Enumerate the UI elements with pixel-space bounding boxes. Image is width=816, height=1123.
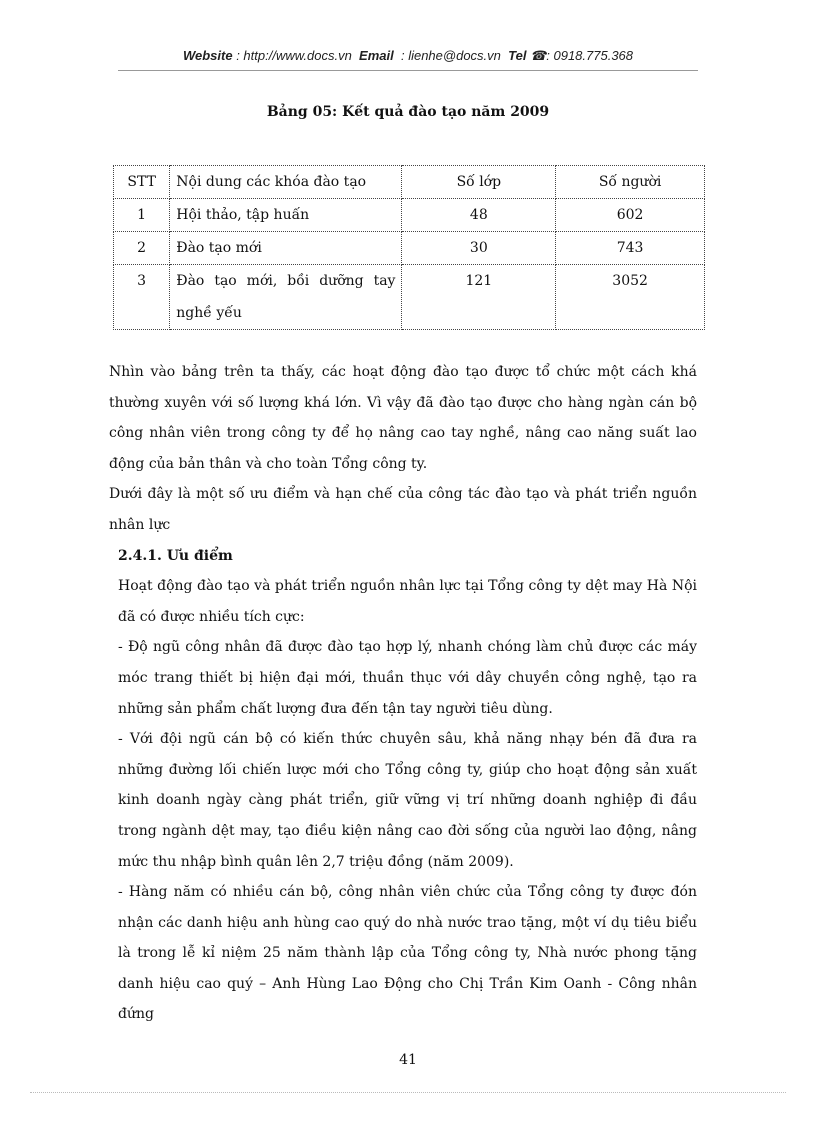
cell-classes: 30 bbox=[402, 232, 556, 265]
paragraph-intro-list: Dưới đây là một số ưu điểm và hạn chế của công tác đào tạo và phát triển nguồn nhân lực bbox=[109, 486, 697, 533]
section-paragraph: Hoạt động đào tạo và phát triển nguồn nhân lực tại Tổng công ty dệt may Hà Nội đã có được nhiều tích cực: bbox=[118, 578, 697, 625]
cell-stt: 2 bbox=[114, 232, 170, 265]
section-paragraph: - Hàng năm có nhiều cán bộ, công nhân viên chức của Tổng công ty được đón nhận các danh hiệu anh hùng cao quý do nhà nước trao tặng, một ví dụ tiêu biểu là trong lễ kỉ niệm 25 năm thành lập của Tổng công ty, Nhà nước phong tặng danh hiệu cao quý – Anh Hùng Lao Động cho Chị Trần Kim Oanh - Công nhân đứng bbox=[118, 884, 697, 1023]
website-label: Website bbox=[182, 48, 233, 63]
phone-icon: ☎ bbox=[530, 48, 547, 63]
header-rule bbox=[118, 70, 698, 71]
tel-label: Tel bbox=[508, 48, 527, 63]
cell-stt: 3 bbox=[114, 265, 170, 330]
tel-number: : 0918.775.368 bbox=[546, 48, 634, 63]
email-label: Email bbox=[359, 48, 394, 63]
table-row bbox=[114, 232, 705, 265]
cell-content: Đào tạo mới bbox=[170, 232, 402, 265]
training-results-table bbox=[113, 165, 705, 330]
header-cell-content: Nội dung các khóa đào tạo bbox=[170, 166, 402, 199]
section-paragraph: - Với đội ngũ cán bộ có kiến thức chuyên sâu, khả năng nhạy bén đã đưa ra những đường lối chiến lược mới cho Tổng công ty, giúp cho hoạt động sản xuất kinh doanh ngày càng phát triển, giữ vững vị trí những doanh nghiệp đi đầu trong ngành dệt may, tạo điều kiện nâng cao đời sống của người lao động, nâng mức thu nhập bình quân lên 2,7 triệu đồng (năm 2009). bbox=[118, 731, 697, 870]
footer-rule bbox=[30, 1092, 786, 1093]
cell-content: Đào tạo mới, bồi dưỡng tay nghề yếu bbox=[170, 265, 402, 330]
table-header-row bbox=[114, 166, 705, 199]
header-cell-stt: STT bbox=[114, 166, 170, 199]
cell-stt: 1 bbox=[114, 199, 170, 232]
header-cell-classes: Số lớp bbox=[402, 166, 556, 199]
cell-classes: 48 bbox=[402, 199, 556, 232]
section-paragraph: - Độ ngũ công nhân đã được đào tạo hợp lý, nhanh chóng làm chủ được các máy móc trang thiết bị hiện đại mới, thuần thục với dây chuyền công nghệ, tạo ra những sản phẩm chất lượng đưa đến tận tay người tiêu dùng. bbox=[118, 639, 697, 717]
table-title: Bảng 05: Kết quả đào tạo năm 2009 bbox=[266, 104, 550, 120]
cell-people: 3052 bbox=[556, 265, 705, 330]
paragraph-table-summary: Nhìn vào bảng trên ta thấy, các hoạt động đào tạo được tổ chức một cách khá thường xuyên với số lượng khá lớn. Vì vậy đã đào tạo được cho hàng ngàn cán bộ công nhân viên trong công ty để họ nâng cao tay nghề, nâng cao năng suất lao động của bản thân và cho toàn Tổng công ty. bbox=[109, 364, 697, 472]
section-heading: 2.4.1. Ưu điểm bbox=[118, 547, 233, 564]
body-text bbox=[109, 357, 697, 1030]
cell-classes: 121 bbox=[402, 265, 556, 330]
header-cell-people: Số người bbox=[556, 166, 705, 199]
table-row bbox=[114, 199, 705, 232]
cell-content: Hội thảo, tập huấn bbox=[170, 199, 402, 232]
cell-people: 602 bbox=[556, 199, 705, 232]
website-url[interactable]: : http://www.docs.vn bbox=[236, 48, 352, 63]
email-address[interactable]: : lienhe@docs.vn bbox=[400, 48, 501, 63]
page-header bbox=[0, 48, 816, 64]
page-number: 41 bbox=[399, 1052, 417, 1068]
cell-people: 743 bbox=[556, 232, 705, 265]
table-row bbox=[114, 265, 705, 330]
